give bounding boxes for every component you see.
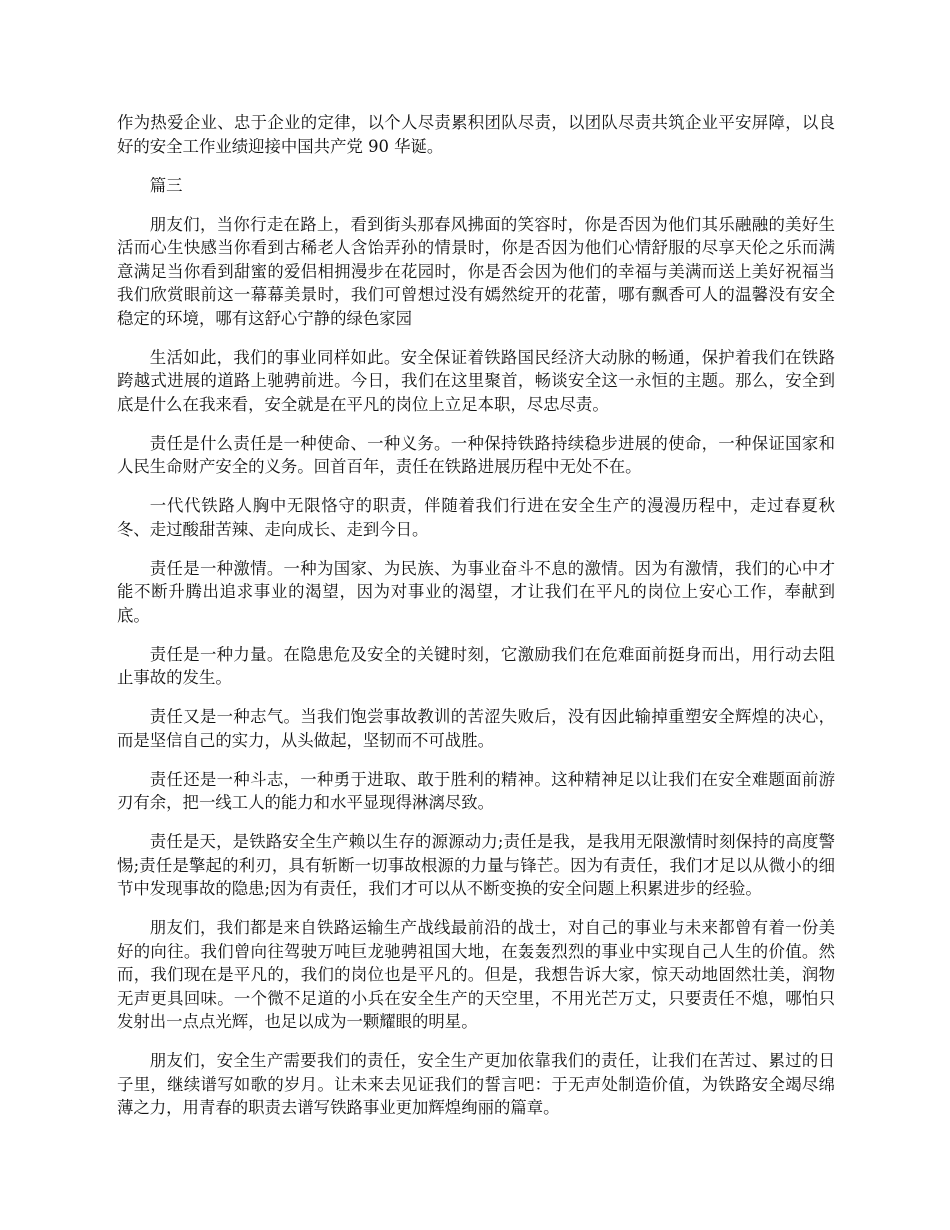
- body-paragraph: 朋友们，我们都是来自铁路运输生产战线最前沿的战士，对自己的事业与未来都曾有着一份美好的向往。我们曾向往驾驶万吨巨龙驰骋祖国大地，在轰轰烈烈的事业中实现自己人生的价值。然而，我们现在是平凡的，我们的岗位也是平凡的。但是，我想告诉大家，惊天动地固然壮美，润物无声更具回味。一个微不足道的小兵在安全生产的天空里，不用光芒万丈，只要责任不熄，哪怕只发射出一点点光辉，也足以成为一颗耀眼的明星。: [117, 918, 835, 1031]
- body-paragraph: 朋友们，安全生产需要我们的责任，安全生产更加依靠我们的责任，让我们在苦过、累过的日子里，继续谱写如歌的岁月。让未来去见证我们的誓言吧：于无声处制造价值，为铁路安全竭尽绵薄之力，用青春的职责去谱写铁路事业更加辉煌绚丽的篇章。: [117, 1051, 835, 1117]
- body-paragraph: 朋友们，当你行走在路上，看到街头那春风拂面的笑容时，你是否因为他们其乐融融的美好生活而心生快感当你看到古稀老人含饴弄孙的情景时，你是否因为他们心情舒服的尽享天伦之乐而满意满足当你看到甜蜜的爱侣相拥漫步在花园时，你是否会因为他们的幸福与美满而送上美好祝福当我们欣赏眼前这一幕幕美景时，我们可曾想过没有嫣然绽开的花蕾，哪有飘香可人的温馨没有安全稳定的环境，哪有这舒心宁静的绿色家园: [117, 214, 835, 328]
- body-paragraph: 责任又是一种志气。当我们饱尝事故教训的苦涩失败后，没有因此输掉重塑安全辉煌的决心，而是坚信自己的实力，从头做起，坚韧而不可战胜。: [117, 707, 835, 750]
- body-paragraph: 一代代铁路人胸中无限恪守的职责，伴随着我们行进在安全生产的漫漫历程中，走过春夏秋冬、走过酸甜苦辣、走向成长、走到今日。: [117, 496, 835, 539]
- body-paragraph: 责任是一种激情。一种为国家、为民族、为事业奋斗不息的激情。因为有激情，我们的心中才能不断升腾出追求事业的渴望，因为对事业的渴望，才让我们在平凡的岗位上安心工作，奉献到底。: [117, 558, 835, 625]
- body-paragraph: 责任是天，是铁路安全生产赖以生存的源源动力;责任是我，是我用无限激情时刻保持的高度警惕;责任是擎起的利刃，具有斩断一切事故根源的力量与锋芒。因为有责任，我们才足以从微小的细节中发现事故的隐患;因为有责任，我们才可以从不断变换的安全问题上积累进步的经验。: [117, 832, 835, 898]
- section-title: 篇三: [149, 175, 183, 195]
- body-paragraph: 生活如此，我们的事业同样如此。安全保证着铁路国民经济大动脉的畅通，保护着我们在铁路跨越式进展的道路上驰骋前进。今日，我们在这里聚首，畅谈安全这一永恒的主题。那么，安全到底是什么在我来看，安全就是在平凡的岗位上立足本职，尽忠尽责。: [117, 347, 835, 414]
- body-paragraph: 责任是什么责任是一种使命、一种义务。一种保持铁路持续稳步进展的使命，一种保证国家和人民生命财产安全的义务。回首百年，责任在铁路进展历程中无处不在。: [117, 433, 835, 476]
- intro-paragraph: 作为热爱企业、忠于企业的定律，以个人尽责累积团队尽责，以团队尽责共筑企业平安屏障，以良好的安全工作业绩迎接中国共产党 90 华诞。: [117, 113, 835, 156]
- body-paragraph: 责任还是一种斗志，一种勇于进取、敢于胜利的精神。这种精神足以让我们在安全难题面前游刃有余，把一线工人的能力和水平显现得淋漓尽致。: [117, 769, 835, 812]
- body-paragraph: 责任是一种力量。在隐患危及安全的关键时刻，它激励我们在危难面前挺身而出，用行动去阻止事故的发生。: [117, 644, 835, 687]
- document-body: [117, 111, 835, 1135]
